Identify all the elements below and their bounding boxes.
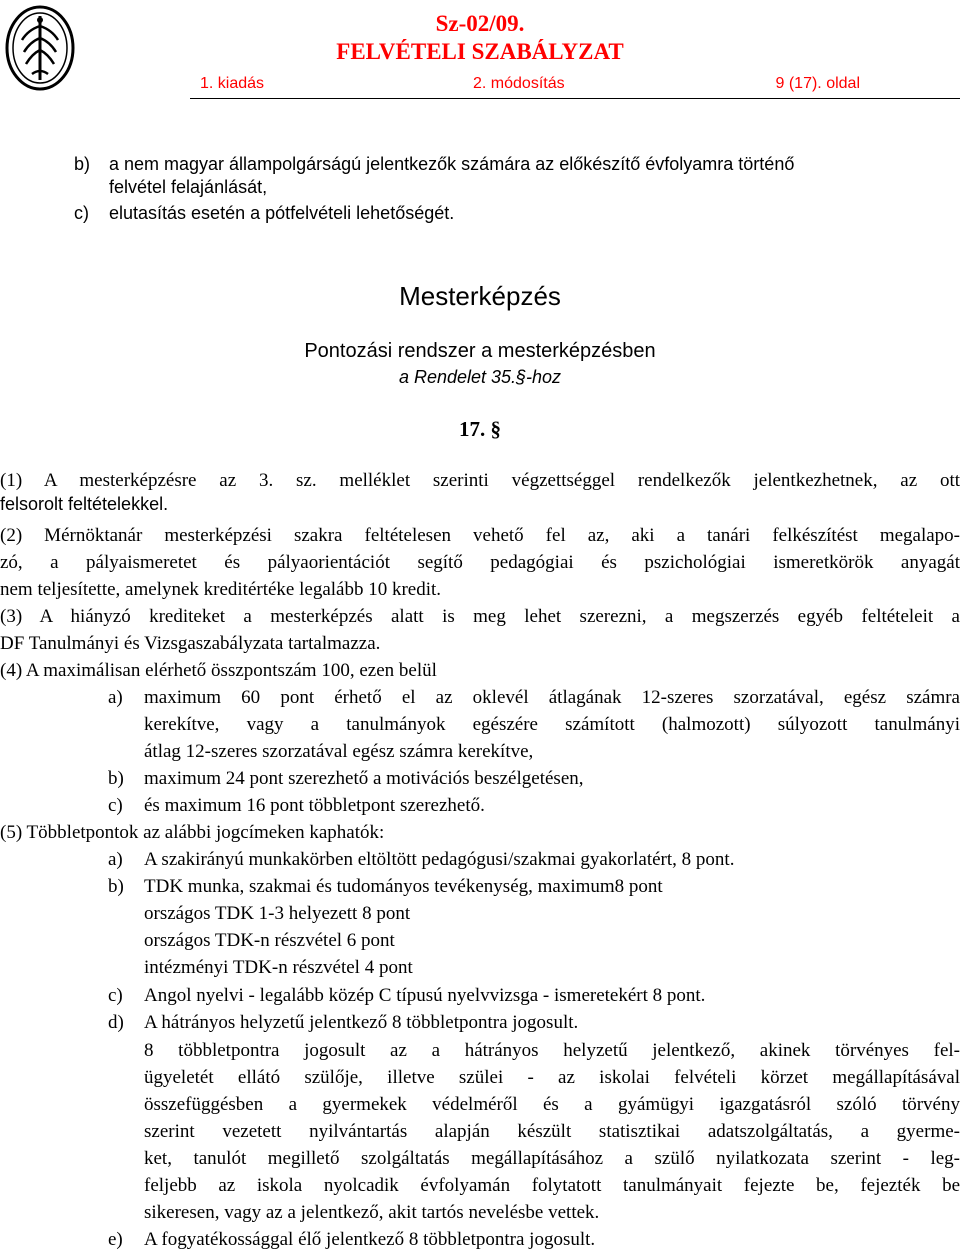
paragraph-4-intro: (4) A maximálisan elérhető összpontszám 100, ezen belül	[0, 660, 437, 681]
paragraph-3-line: (3) A hiányzó krediteket a mesterképzés alatt is meg lehet szerezni, a megszerzés egyéb feltételeit a	[0, 606, 960, 627]
header-divider	[190, 98, 960, 99]
paragraph-2-line: (2) Mérnöktanár mesterképzési szakra feltételesen vehető fel az, aki a tanári felkészítést megalapo-	[0, 525, 960, 546]
paragraph-3-line: DF Tanulmányi és Vizsgaszabályzata tartalmazza.	[0, 633, 381, 654]
paragraph-1-line: (1) A mesterképzésre az 3. sz. melléklet szerinti végzettséggel rendelkezők jelentkezhetnek, az ott	[0, 470, 960, 491]
list-item-marker: c)	[108, 795, 123, 816]
intro-item-line: a nem magyar állampolgárságú jelentkezők számára az előkészítő évfolyamra történő	[109, 154, 795, 174]
edition-label: 1. kiadás	[200, 75, 265, 92]
intro-item-marker: b)	[74, 154, 91, 174]
list-item-line: maximum 24 pont szerezhető a motivációs beszélgetésen,	[144, 768, 584, 789]
document-title: FELVÉTELI SZABÁLYZAT	[336, 39, 624, 64]
section-reference: a Rendelet 35.§-hoz	[398, 367, 562, 387]
intro-item-marker: c)	[74, 203, 89, 223]
intro-item-line: elutasítás esetén a pótfelvételi lehetőségét.	[109, 203, 455, 223]
paragraph-2-line: zó, a pályaismeretet és pályaorientációt segítő pedagógiai és pszichológiai ismeretkörök anyagát	[0, 552, 960, 573]
list-item-line: kerekítve, vagy a tanulmányok egészére számított (halmozott) súlyozott tanulmányi	[144, 714, 960, 735]
modification-label: 2. módosítás	[473, 75, 565, 92]
intro-item-line: felvétel felajánlását,	[109, 177, 268, 197]
list-item-line: A fogyatékossággal élő jelentkező 8 többletpontra jogosult.	[144, 1229, 596, 1250]
paragraph-2-line: nem teljesítette, amelynek kreditértéke legalább 10 kredit.	[0, 579, 442, 600]
list-item-marker: b)	[108, 768, 124, 789]
list-item-marker: e)	[108, 1229, 123, 1250]
list-item-line: TDK munka, szakmai és tudományos tevékenység, maximum8 pont	[144, 876, 663, 897]
disadvantaged-line: szerint vezetett nyilvántartás alapján készült statisztikai adatszolgáltatás, a gyerme-	[144, 1121, 960, 1142]
header-meta	[190, 75, 860, 97]
list-item-marker: d)	[108, 1012, 124, 1033]
list-item-line: A hátrányos helyzetű jelentkező 8 többletpontra jogosult.	[144, 1012, 579, 1033]
section-title: Mesterképzés	[399, 281, 561, 311]
list-item-line: maximum 60 pont érhető el az oklevél átlagának 12-szeres szorzatával, egész számra	[144, 687, 960, 708]
document-code: Sz-02/09.	[435, 11, 525, 36]
paragraph-1-line: felsorolt feltételekkel.	[0, 494, 169, 514]
tdk-line: országos TDK 1-3 helyezett 8 pont	[144, 903, 411, 924]
list-item-line: és maximum 16 pont többletpont szerezhető.	[144, 795, 485, 816]
disadvantaged-line: 8 többletpontra jogosult az a hátrányos helyzetű jelentkező, akinek törvényes fel-	[144, 1040, 960, 1061]
tdk-line: intézményi TDK-n részvétel 4 pont	[144, 957, 413, 978]
tdk-line: országos TDK-n részvétel 6 pont	[144, 930, 395, 951]
page-number: 9 (17). oldal	[775, 75, 860, 92]
list-item-line: A szakirányú munkakörben eltöltött pedagógusi/szakmai gyakorlatért, 8 pont.	[144, 849, 735, 870]
section-subtitle: Pontozási rendszer a mesterképzésben	[304, 340, 656, 362]
list-item-marker: c)	[108, 985, 123, 1006]
list-item-line: Angol nyelvi - legalább közép C típusú nyelvvizsga - ismeretekért 8 pont.	[144, 985, 706, 1006]
list-item-marker: a)	[108, 687, 123, 708]
disadvantaged-line: feljebb az iskola nyolcadik évfolyamán folytatott tanulmányait fejezte be, fejezték be	[144, 1175, 960, 1196]
article-number: 17. §	[459, 417, 501, 441]
list-item-line: átlag 12-szeres szorzatával egész számra kerekítve,	[144, 741, 534, 762]
disadvantaged-line: ügyeletét ellátó szülője, illetve szülei - az iskolai felvételi körzet megállapításával	[144, 1067, 960, 1088]
disadvantaged-line: ket, tanulót megillető szolgáltatás megállapításához a szülő nyilatkozata szerint - leg-	[144, 1148, 960, 1169]
list-item-marker: b)	[108, 876, 124, 897]
disadvantaged-line: összefüggésben a gyermekek védelméről és a gyámügyi igazgatásról szóló törvény	[144, 1094, 960, 1115]
list-item-marker: a)	[108, 849, 123, 870]
paragraph-5-intro: (5) Többletpontok az alábbi jogcímeken kaphatók:	[0, 822, 385, 843]
disadvantaged-line: sikeresen, vagy az a jelentkező, akit tartós nevelésbe vettek.	[144, 1202, 600, 1223]
